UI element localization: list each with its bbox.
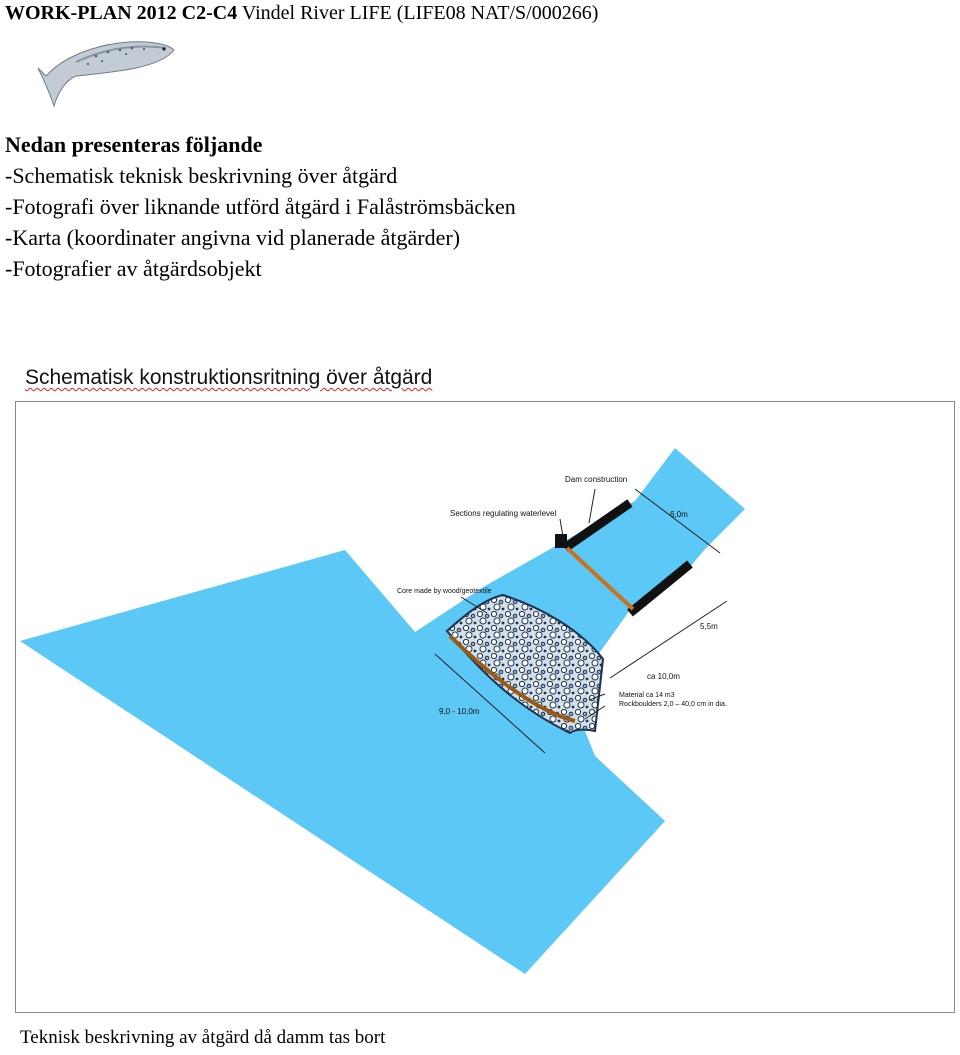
intro-item-photos: -Fotografier av åtgärdsobjekt — [5, 256, 262, 281]
intro-block — [5, 129, 516, 284]
label-width-6m: 6,0m — [670, 510, 688, 519]
dam-post — [555, 534, 567, 548]
header-project-code: WORK-PLAN 2012 C2-C4 — [5, 2, 238, 24]
intro-item-photo: -Fotografi över liknande utförd åtgärd i Falåströmsbäcken — [5, 194, 516, 219]
label-dam-construction: Dam construction — [565, 475, 628, 484]
label-sections-regulating: Sections regulating waterlevel — [450, 509, 557, 518]
intro-item-schematic: -Schematisk teknisk beskrivning över åtgärd — [5, 163, 398, 188]
label-rockboulders: Rockboulders 2,0 – 40,0 cm in dia. — [619, 701, 727, 708]
page-header — [5, 2, 598, 25]
construction-diagram — [15, 401, 955, 1013]
label-length-10m: ca 10,0m — [647, 672, 680, 681]
label-material: Material ca 14 m3 — [619, 692, 675, 699]
header-project-name: Vindel River LIFE (LIFE08 NAT/S/000266) — [237, 2, 599, 24]
intro-item-map: -Karta (koordinater angivna vid planerade åtgärder) — [5, 225, 461, 250]
figure-title: Schematisk konstruktionsritning över åtgärd — [25, 366, 433, 389]
label-width-5-5m: 5,5m — [700, 622, 718, 631]
salmon-logo-icon — [36, 34, 176, 108]
figure-caption: Teknisk beskrivning av åtgärd då damm tas bort — [20, 1027, 386, 1048]
label-width-9-10m: 9,0 - 10,0m — [439, 707, 480, 716]
intro-heading: Nedan presenteras följande — [5, 132, 263, 157]
label-core-made: Core made by wood/geotextile — [397, 588, 492, 595]
